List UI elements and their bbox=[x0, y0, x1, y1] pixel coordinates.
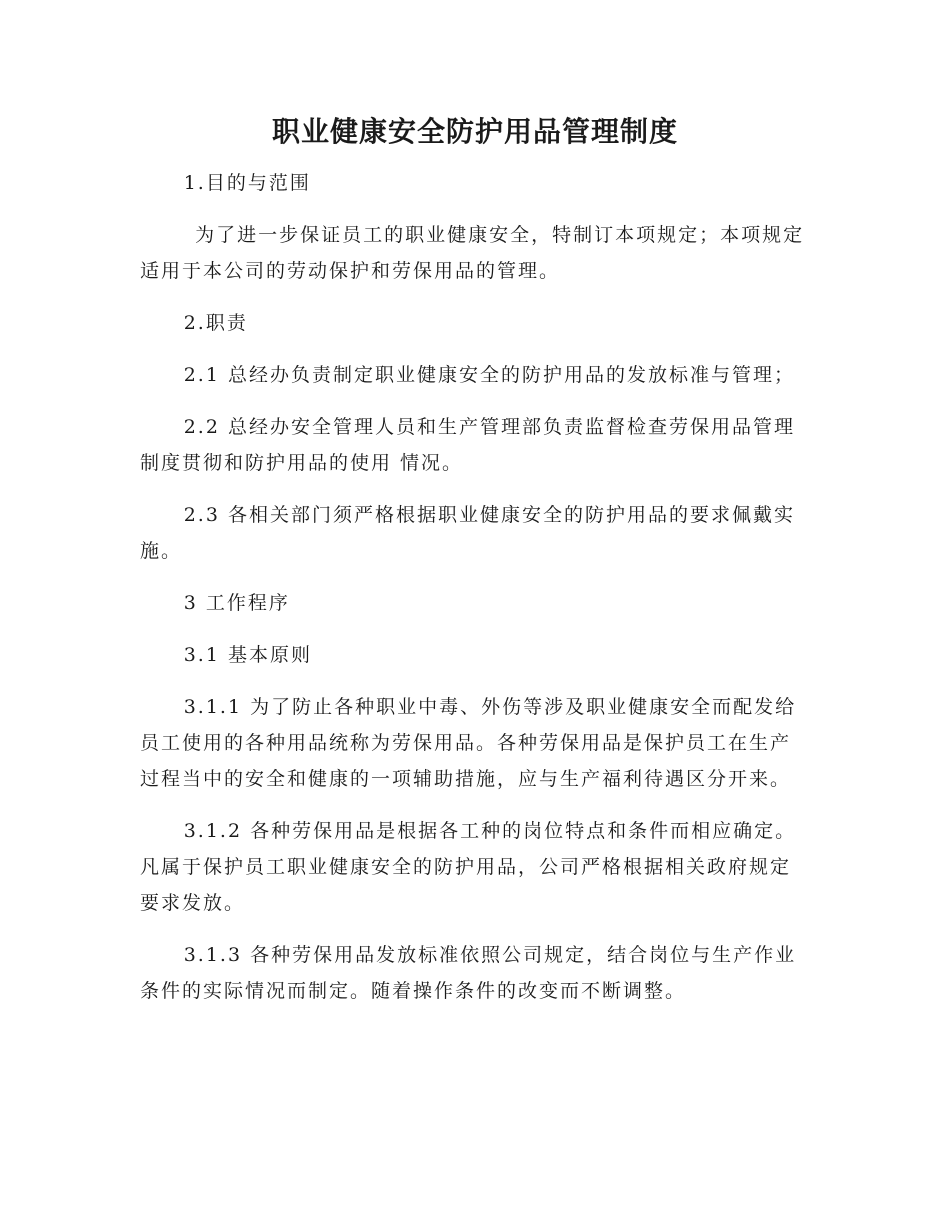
paragraph-purpose: 为了进一步保证员工的职业健康安全，特制订本项规定；本项规定适用于本公司的劳动保护和劳保用品的管理。 bbox=[140, 224, 805, 282]
paragraph-3-1-2: 3.1.2 各种劳保用品是根据各工种的岗位特点和条件而相应确定。凡属于保护员工职业健康安全的防护用品，公司严格根据相关政府规定要求发放。 bbox=[140, 820, 797, 914]
paragraph-2-2: 2.2 总经办安全管理人员和生产管理部负责监督检查劳保用品管理制度贯彻和防护用品的使用 情况。 bbox=[140, 416, 795, 474]
paragraph-2-1: 2.1 总经办负责制定职业健康安全的防护用品的发放标准与管理； bbox=[183, 364, 795, 386]
paragraph-3-1-3: 3.1.3 各种劳保用品发放标准依照公司规定，结合岗位与生产作业条件的实际情况而制定。随着操作条件的改变而不断调整。 bbox=[140, 944, 797, 1002]
document-body bbox=[140, 165, 810, 1025]
paragraph-3-1-1: 3.1.1 为了防止各种职业中毒、外伤等涉及职业健康安全而配发给员工使用的各种用品统称为劳保用品。各种劳保用品是保护员工在生产过程当中的安全和健康的一项辅助措施，应与生产福利待遇区分开来。 bbox=[140, 696, 797, 790]
document-title: 职业健康安全防护用品管理制度 bbox=[271, 115, 678, 148]
subsection-heading-basic-principles: 3.1 基本原则 bbox=[183, 644, 312, 666]
paragraph-2-3: 2.3 各相关部门须严格根据职业健康安全的防护用品的要求佩戴实施。 bbox=[140, 504, 795, 562]
section-heading-responsibilities: 2.职责 bbox=[183, 312, 248, 334]
section-heading-procedure: 3 工作程序 bbox=[183, 592, 290, 614]
section-heading-purpose: 1.目的与范围 bbox=[183, 172, 311, 194]
